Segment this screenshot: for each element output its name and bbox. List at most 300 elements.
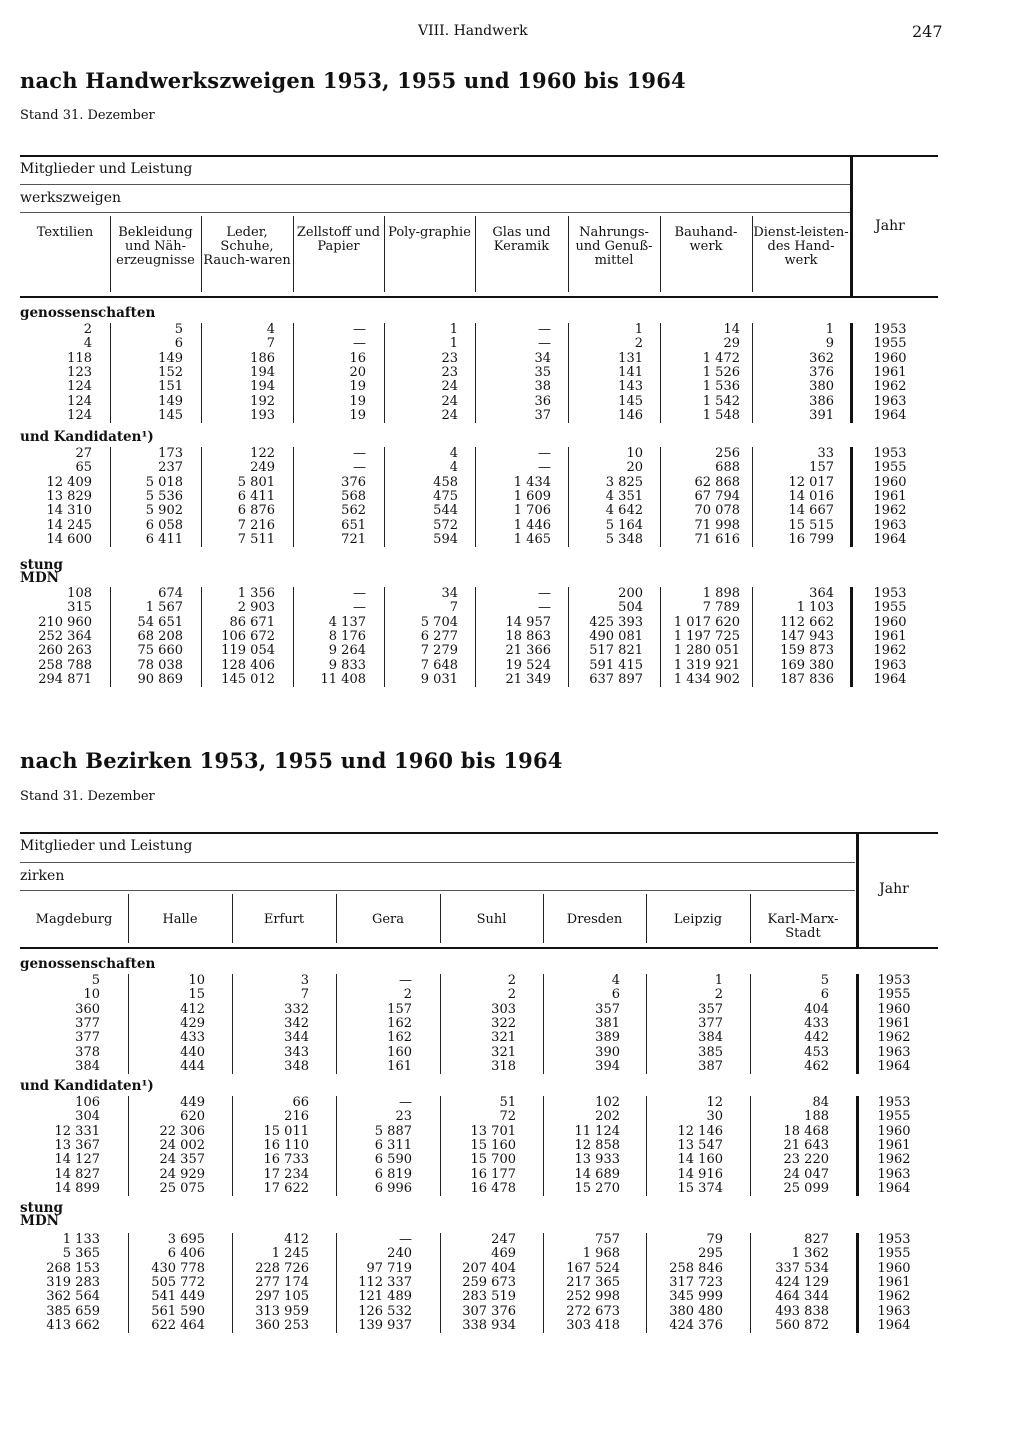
column-header-jahr: Jahr	[875, 218, 905, 234]
table-cell: —	[353, 600, 366, 616]
table-cell: 827	[804, 1232, 829, 1247]
table-cell: 294 871	[38, 671, 92, 687]
table-cell: 1	[634, 322, 643, 337]
table-cell: 78 038	[137, 657, 183, 673]
table1-title: nach Handwerkszweigen 1953, 1955 und 1960 bis 1964	[20, 68, 686, 93]
table-cell: 1 197 725	[673, 628, 740, 644]
table-cell: 14 827	[54, 1166, 100, 1182]
table-cell: 14 016	[788, 488, 834, 504]
table-cell: 469	[491, 1246, 516, 1262]
table-cell: 424 376	[669, 1317, 723, 1333]
table-cell: 458	[433, 474, 458, 490]
table-cell: 1 567	[145, 600, 183, 616]
section-label: genossenschaften	[20, 305, 156, 321]
table-cell: —	[353, 586, 366, 601]
column-header-label: Leipzig	[673, 912, 723, 927]
table-cell: 169 380	[780, 657, 834, 673]
table-cell: 348	[284, 1058, 309, 1074]
body-divider	[750, 1233, 751, 1333]
table-cell: 1	[449, 336, 458, 352]
table-cell: 37	[534, 407, 551, 423]
table-cell: 425 393	[589, 614, 643, 630]
table-cell: 541 449	[151, 1289, 205, 1305]
section-label: und Kandidaten¹)	[20, 429, 154, 445]
section-label: genossenschaften	[20, 956, 156, 972]
table-cell: 475	[433, 488, 458, 504]
table-cell: 4	[611, 973, 620, 988]
table-cell: 24	[441, 393, 458, 409]
table-cell: 1 968	[582, 1246, 620, 1262]
table-cell: 430 778	[151, 1260, 205, 1276]
table-cell: 29	[723, 336, 740, 352]
table-cell: 6	[174, 336, 183, 352]
table-cell: 259 673	[462, 1274, 516, 1290]
year-cell: 1955	[873, 600, 907, 616]
table-cell: 202	[595, 1109, 620, 1125]
table-cell: 21 366	[505, 643, 551, 659]
table-cell: 412	[180, 1001, 205, 1017]
body-divider	[201, 587, 202, 687]
table-cell: 295	[698, 1246, 723, 1262]
table-cell: 4	[266, 322, 275, 337]
body-divider	[440, 974, 441, 1074]
table-cell: 21 643	[783, 1137, 829, 1153]
table-cell: 12	[706, 1095, 723, 1110]
table-cell: 307 376	[462, 1303, 516, 1319]
caption-zweige: zirken	[20, 868, 65, 884]
table-cell: 193	[250, 407, 275, 423]
table-cell: 65	[75, 460, 92, 476]
table-cell: 315	[67, 600, 92, 616]
table-cell: 6 311	[374, 1137, 412, 1153]
table-cell: 210 960	[38, 614, 92, 630]
table-cell: 159 873	[780, 643, 834, 659]
table-cell: 145	[158, 407, 183, 423]
table-cell: 364	[809, 586, 834, 601]
table-cell: 493 838	[775, 1303, 829, 1319]
table-cell: 384	[698, 1030, 723, 1046]
table-cell: 360	[75, 1001, 100, 1017]
table-cell: 385	[698, 1044, 723, 1060]
table-cell: 651	[341, 517, 366, 533]
table-cell: 72	[499, 1109, 516, 1125]
table-cell: —	[353, 336, 366, 352]
table-cell: 442	[804, 1030, 829, 1046]
table-cell: 337 534	[775, 1260, 829, 1276]
table-cell: 112 662	[780, 614, 834, 630]
table-cell: 90 869	[137, 671, 183, 687]
table-cell: 277 174	[255, 1274, 309, 1290]
table-cell: 1 609	[513, 488, 551, 504]
table-cell: 5 902	[145, 503, 183, 519]
table-cell: 321	[491, 1030, 516, 1046]
body-divider	[440, 1233, 441, 1333]
table-cell: 444	[180, 1058, 205, 1074]
table-cell: 167 524	[566, 1260, 620, 1276]
table-cell: 321	[491, 1044, 516, 1060]
table-cell: 1 245	[271, 1246, 309, 1262]
body-divider	[568, 447, 569, 547]
caption-mitglieder: Mitglieder und Leistung	[20, 838, 193, 854]
table-cell: 6 996	[374, 1180, 412, 1196]
column-header	[660, 226, 752, 254]
column-divider	[646, 894, 647, 943]
table-cell: 386	[809, 393, 834, 409]
table-cell: 14 899	[54, 1180, 100, 1196]
body-divider	[646, 1233, 647, 1333]
column-header	[543, 913, 646, 927]
column-divider	[440, 894, 441, 943]
body-divider	[475, 447, 476, 547]
table-cell: 9 264	[328, 643, 366, 659]
body-divider	[293, 587, 294, 687]
table-cell: —	[538, 446, 551, 461]
table-cell: 162	[387, 1030, 412, 1046]
column-header-label: Zellstoff und Papier	[296, 225, 381, 254]
table-cell: 1 465	[513, 531, 551, 547]
year-cell: 1960	[877, 1260, 911, 1276]
table-cell: 54 651	[137, 614, 183, 630]
column-header-label: Bekleidung und Näh-erzeugnisse	[116, 225, 195, 268]
page-number: 247	[912, 22, 943, 41]
year-cell: 1953	[873, 446, 907, 461]
column-divider	[568, 216, 569, 292]
table-cell: 2	[507, 987, 516, 1003]
table-cell: 5 164	[605, 517, 643, 533]
table-cell: 1 362	[791, 1246, 829, 1262]
table-cell: 11 124	[574, 1123, 620, 1139]
year-cell: 1964	[873, 671, 907, 687]
column-divider	[475, 216, 476, 292]
table-cell: 249	[250, 460, 275, 476]
table-cell: 268 153	[46, 1260, 100, 1276]
table-cell: 128 406	[221, 657, 275, 673]
table-cell: 145	[618, 393, 643, 409]
table-cell: 622 464	[151, 1317, 205, 1333]
table-cell: 343	[284, 1044, 309, 1060]
table-cell: 5 365	[62, 1246, 100, 1262]
table-cell: 207 404	[462, 1260, 516, 1276]
table-cell: 124	[67, 393, 92, 409]
table-cell: 391	[809, 407, 834, 423]
table-cell: 75 660	[137, 643, 183, 659]
table-cell: 12 331	[54, 1123, 100, 1139]
year-cell: 1961	[873, 628, 907, 644]
table-cell: 637 897	[589, 671, 643, 687]
body-divider	[128, 1233, 129, 1333]
table-cell: 15	[188, 987, 205, 1003]
table-cell: 568	[341, 488, 366, 504]
table-cell: 19 524	[505, 657, 551, 673]
table-cell: 544	[433, 503, 458, 519]
table-cell: 317 723	[669, 1274, 723, 1290]
table-cell: 20	[349, 364, 366, 380]
table-cell: 362 564	[46, 1289, 100, 1305]
table-cell: 322	[491, 1015, 516, 1031]
year-cell: 1955	[873, 336, 907, 352]
table-cell: 149	[158, 393, 183, 409]
table-cell: 15 515	[788, 517, 834, 533]
body-divider	[568, 323, 569, 423]
body-divider	[752, 323, 753, 423]
body-divider	[293, 323, 294, 423]
table-cell: 5	[820, 973, 829, 988]
table-cell: 71 616	[694, 531, 740, 547]
caption-mitglieder: Mitglieder und Leistung	[20, 161, 193, 177]
table-cell: 342	[284, 1015, 309, 1031]
column-header	[750, 913, 856, 941]
table-cell: 10	[83, 987, 100, 1003]
body-divider	[232, 974, 233, 1074]
table-cell: 228 726	[255, 1260, 309, 1276]
year-cell: 1963	[877, 1166, 911, 1182]
year-cell: 1953	[873, 586, 907, 601]
table-cell: 4 642	[605, 503, 643, 519]
table-cell: 25 099	[783, 1180, 829, 1196]
body-divider	[543, 1096, 544, 1196]
caption-zweige: werkszweigen	[20, 190, 122, 206]
column-divider	[110, 216, 111, 292]
table-cell: 38	[534, 379, 551, 395]
year-cell: 1953	[873, 322, 907, 337]
table-cell: 5	[91, 973, 100, 988]
table-cell: 2	[507, 973, 516, 988]
table-cell: 7	[300, 987, 309, 1003]
table-cell: 118	[67, 350, 92, 366]
body-divider	[110, 447, 111, 547]
table-cell: 404	[804, 1001, 829, 1017]
head-bottom-rule	[20, 947, 938, 949]
table-cell: 560 872	[775, 1317, 829, 1333]
table2-stand: Stand 31. Dezember	[20, 789, 155, 804]
table-cell: 14 245	[46, 517, 92, 533]
year-cell: 1962	[877, 1030, 911, 1046]
table-cell: 377	[698, 1015, 723, 1031]
table-cell: 200	[618, 586, 643, 601]
table-cell: 380 480	[669, 1303, 723, 1319]
top-rule	[20, 832, 938, 834]
year-cell: 1963	[873, 657, 907, 673]
table1-stand: Stand 31. Dezember	[20, 108, 155, 123]
table-cell: 303 418	[566, 1317, 620, 1333]
body-jahr-divider	[856, 974, 859, 1074]
table-cell: 757	[595, 1232, 620, 1247]
table-cell: 338 934	[462, 1317, 516, 1333]
table-cell: 453	[804, 1044, 829, 1060]
year-cell: 1962	[873, 643, 907, 659]
table-cell: 16 733	[263, 1152, 309, 1168]
column-header-label: Gera	[371, 912, 405, 927]
table-cell: 27	[75, 446, 92, 461]
table-cell: 258 846	[669, 1260, 723, 1276]
year-cell: 1964	[873, 531, 907, 547]
body-divider	[475, 587, 476, 687]
table-cell: 381	[595, 1015, 620, 1031]
table-cell: 66	[292, 1095, 309, 1110]
table-cell: 380	[809, 379, 834, 395]
table-cell: 357	[595, 1001, 620, 1017]
table-cell: 1 542	[702, 393, 740, 409]
column-header-label: Leder, Schuhe, Rauch-waren	[203, 225, 291, 268]
table-cell: 187 836	[780, 671, 834, 687]
body-divider	[336, 1096, 337, 1196]
body-divider	[752, 447, 753, 547]
column-header	[201, 226, 293, 268]
body-divider	[293, 447, 294, 547]
column-header-label: Halle	[162, 912, 198, 927]
table-cell: 7	[449, 600, 458, 616]
year-cell: 1964	[877, 1317, 911, 1333]
body-divider	[660, 323, 661, 423]
table-cell: 24 357	[159, 1152, 205, 1168]
body-jahr-divider	[850, 323, 853, 423]
column-header-label: Karl-Marx-Stadt	[767, 912, 839, 941]
table-cell: 1 548	[702, 407, 740, 423]
body-divider	[543, 974, 544, 1074]
table-cell: 79	[706, 1232, 723, 1247]
table-cell: 4 137	[328, 614, 366, 630]
body-divider	[336, 1233, 337, 1333]
table-cell: 86 671	[229, 614, 275, 630]
column-header	[475, 226, 568, 254]
year-cell: 1962	[873, 379, 907, 395]
table-cell: 5	[174, 322, 183, 337]
table-cell: 389	[595, 1030, 620, 1046]
table-cell: 1 434	[513, 474, 551, 490]
table-cell: 34	[534, 350, 551, 366]
table-cell: 147 943	[780, 628, 834, 644]
table-cell: 149	[158, 350, 183, 366]
table-cell: 35	[534, 364, 551, 380]
table-cell: 5 704	[420, 614, 458, 630]
table-cell: 332	[284, 1001, 309, 1017]
table-cell: 362	[809, 350, 834, 366]
body-divider	[128, 974, 129, 1074]
table-cell: 24 002	[159, 1137, 205, 1153]
table-cell: 112 337	[358, 1274, 412, 1290]
column-header	[293, 226, 384, 254]
year-cell: 1960	[873, 474, 907, 490]
body-divider	[336, 974, 337, 1074]
table-cell: 67 794	[694, 488, 740, 504]
table-cell: 23	[395, 1109, 412, 1125]
table-cell: 18 468	[783, 1123, 829, 1139]
table-cell: 16 799	[788, 531, 834, 547]
year-cell: 1953	[877, 973, 911, 988]
body-divider	[646, 1096, 647, 1196]
table-cell: 1 526	[702, 364, 740, 380]
year-cell: 1964	[877, 1058, 911, 1074]
table-cell: 14 667	[788, 503, 834, 519]
table-cell: 141	[618, 364, 643, 380]
year-cell: 1963	[877, 1044, 911, 1060]
year-cell: 1955	[877, 1246, 911, 1262]
table-cell: 5 348	[605, 531, 643, 547]
table-cell: 1 280 051	[673, 643, 740, 659]
table-cell: 145 012	[221, 671, 275, 687]
table-cell: 30	[706, 1109, 723, 1125]
body-divider	[384, 587, 385, 687]
table-cell: 390	[595, 1044, 620, 1060]
table-cell: 6 406	[167, 1246, 205, 1262]
table-cell: 413 662	[46, 1317, 100, 1333]
column-header-label: Erfurt	[263, 912, 305, 927]
table-cell: 313 959	[255, 1303, 309, 1319]
table-cell: 1 356	[237, 586, 275, 601]
sub-rule	[20, 184, 850, 185]
table-cell: 318	[491, 1058, 516, 1074]
table-cell: 10	[188, 973, 205, 988]
table-cell: 1	[714, 973, 723, 988]
year-cell: 1964	[877, 1180, 911, 1196]
table-cell: 16	[349, 350, 366, 366]
table-cell: 256	[715, 446, 740, 461]
table-cell: 303	[491, 1001, 516, 1017]
table-cell: —	[399, 1095, 412, 1110]
table-cell: 6 876	[237, 503, 275, 519]
table-cell: 377	[75, 1030, 100, 1046]
table-cell: 377	[75, 1015, 100, 1031]
table-cell: 9 031	[420, 671, 458, 687]
table-cell: 1 536	[702, 379, 740, 395]
table-cell: 5 801	[237, 474, 275, 490]
table-cell: 1 898	[702, 586, 740, 601]
year-cell: 1961	[877, 1015, 911, 1031]
column-header-label: Poly-graphie	[388, 225, 471, 240]
year-cell: 1962	[877, 1289, 911, 1305]
table-cell: 357	[698, 1001, 723, 1017]
column-divider	[293, 216, 294, 292]
table-cell: 68 208	[137, 628, 183, 644]
body-divider	[201, 323, 202, 423]
column-divider	[384, 216, 385, 292]
column-header-label: Nahrungs- und Genuß-mittel	[575, 225, 653, 268]
table-cell: 1 133	[62, 1232, 100, 1247]
table-cell: 490 081	[589, 628, 643, 644]
table-cell: 7 789	[702, 600, 740, 616]
table-cell: 15 160	[470, 1137, 516, 1153]
column-header-jahr: Jahr	[879, 881, 909, 897]
year-cell: 1962	[877, 1152, 911, 1168]
table-cell: 3	[300, 973, 309, 988]
table-cell: 594	[433, 531, 458, 547]
column-divider	[128, 894, 129, 943]
year-cell: 1964	[873, 407, 907, 423]
head-bottom-rule	[20, 296, 938, 298]
table-cell: 15 374	[677, 1180, 723, 1196]
body-divider	[475, 323, 476, 423]
table-cell: 18 863	[505, 628, 551, 644]
table-cell: 2	[403, 987, 412, 1003]
table-cell: 2 903	[237, 600, 275, 616]
table-cell: 217 365	[566, 1274, 620, 1290]
table-cell: 9 833	[328, 657, 366, 673]
section-unit: MDN	[20, 1213, 59, 1229]
table-cell: 36	[534, 393, 551, 409]
table-cell: 10	[626, 446, 643, 461]
jahr-divider	[856, 832, 859, 949]
table-cell: 14 916	[677, 1166, 723, 1182]
body-divider	[110, 587, 111, 687]
year-cell: 1960	[873, 350, 907, 366]
table-cell: 394	[595, 1058, 620, 1074]
column-header-label: Magdeburg	[35, 912, 113, 927]
body-divider	[384, 447, 385, 547]
table-cell: 12 146	[677, 1123, 723, 1139]
column-divider	[660, 216, 661, 292]
table-cell: 9	[825, 336, 834, 352]
table-cell: 13 367	[54, 1137, 100, 1153]
